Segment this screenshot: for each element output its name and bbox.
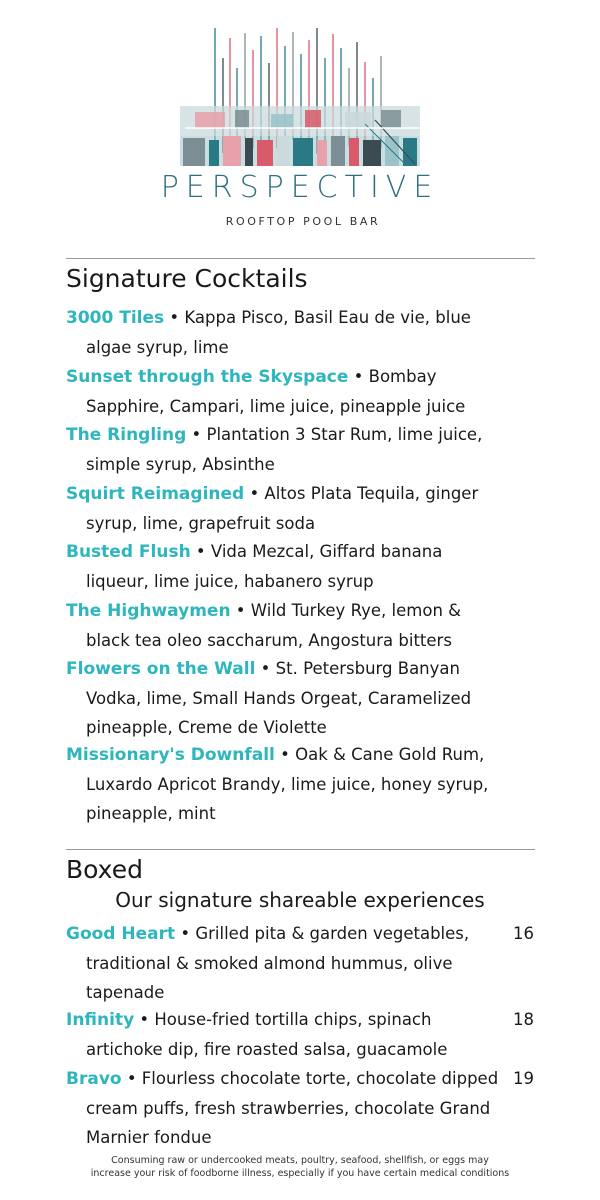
menu-item-the-highwaymen xyxy=(66,596,516,655)
section-title-cocktails: Signature Cocktails xyxy=(66,264,308,293)
menu-item-3000-tiles xyxy=(66,303,516,362)
disclaimer xyxy=(0,1154,600,1180)
item-name: The Ringling xyxy=(66,425,187,445)
item-description: simple syrup, Absinthe xyxy=(86,455,275,474)
section-divider xyxy=(66,258,535,259)
disclaimer-line: increase your risk of foodborne illness, especially if you have certain medical conditions xyxy=(90,1168,510,1179)
item-name: Bravo xyxy=(66,1069,122,1089)
item-description: Sapphire, Campari, lime juice, pineapple juice xyxy=(86,397,466,416)
item-description: • Grilled pita & garden vegetables, xyxy=(175,924,470,943)
item-name: The Highwaymen xyxy=(66,601,231,621)
menu-item-missionarys-downfall xyxy=(66,740,516,828)
menu-item-the-ringling xyxy=(66,420,516,479)
logo-graphic xyxy=(175,28,425,168)
item-description: traditional & smoked almond hummus, olive xyxy=(86,954,453,973)
item-price: 18 xyxy=(513,1010,534,1029)
menu-item-good-heart xyxy=(66,919,516,1007)
item-description: • Bombay xyxy=(348,367,437,386)
logo xyxy=(175,28,425,168)
menu-item-busted-flush xyxy=(66,537,516,596)
disclaimer-line: Consuming raw or undercooked meats, poultry, seafood, shellfish, or eggs may xyxy=(111,1155,489,1166)
item-description: • Vida Mezcal, Giffard banana xyxy=(190,542,443,561)
item-description: liqueur, lime juice, habanero syrup xyxy=(86,572,374,591)
brand-name: PERSPECTIVE xyxy=(160,170,440,205)
item-description: • House-fried tortilla chips, spinach xyxy=(134,1010,432,1029)
section-title-boxed: Boxed xyxy=(66,855,143,884)
brand-subtitle: ROOFTOP POOL BAR xyxy=(225,215,381,228)
item-name: 3000 Tiles xyxy=(66,308,165,328)
menu-item-flowers-on-the-wall xyxy=(66,654,516,742)
menu-item-infinity xyxy=(66,1005,516,1064)
item-description: pineapple, Creme de Violette xyxy=(86,718,327,737)
item-description: Luxardo Apricot Brandy, lime juice, honey syrup, xyxy=(86,775,489,794)
item-name: Good Heart xyxy=(66,924,176,944)
item-name: Missionary's Downfall xyxy=(66,745,275,765)
item-description: • Kappa Pisco, Basil Eau de vie, blue xyxy=(164,308,471,327)
section-divider xyxy=(66,849,535,850)
section-subtitle-text: Our signature shareable experiences xyxy=(115,888,485,912)
item-description: pineapple, mint xyxy=(86,804,216,823)
item-description: Vodka, lime, Small Hands Orgeat, Caramelized xyxy=(86,689,472,708)
item-description: • Wild Turkey Rye, lemon & xyxy=(230,601,462,620)
section-subtitle-boxed xyxy=(0,886,600,914)
item-description: cream puffs, fresh strawberries, chocolate Grand xyxy=(86,1099,491,1118)
menu-item-sunset-through-the-skyspace xyxy=(66,362,516,421)
menu-item-bravo xyxy=(66,1064,516,1152)
item-description: • Flourless chocolate torte, chocolate dipped xyxy=(121,1069,499,1088)
item-price: 19 xyxy=(513,1069,534,1088)
item-name: Squirt Reimagined xyxy=(66,484,245,504)
item-description: • Oak & Cane Gold Rum, xyxy=(274,745,485,764)
item-description: artichoke dip, fire roasted salsa, guacamole xyxy=(86,1040,448,1059)
item-name: Busted Flush xyxy=(66,542,191,562)
item-name: Flowers on the Wall xyxy=(66,659,256,679)
item-name: Sunset through the Skyspace xyxy=(66,367,349,387)
item-description: syrup, lime, grapefruit soda xyxy=(86,514,316,533)
item-name: Infinity xyxy=(66,1010,135,1030)
item-description: • St. Petersburg Banyan xyxy=(255,659,460,678)
item-description: algae syrup, lime xyxy=(86,338,229,357)
item-description: • Plantation 3 Star Rum, lime juice, xyxy=(186,425,483,444)
menu-item-squirt-reimagined xyxy=(66,479,516,538)
item-description: Marnier fondue xyxy=(86,1128,212,1147)
item-description: black tea oleo saccharum, Angostura bitters xyxy=(86,631,452,650)
item-price: 16 xyxy=(513,924,534,943)
item-description: tapenade xyxy=(86,983,165,1002)
item-description: • Altos Plata Tequila, ginger xyxy=(244,484,479,503)
